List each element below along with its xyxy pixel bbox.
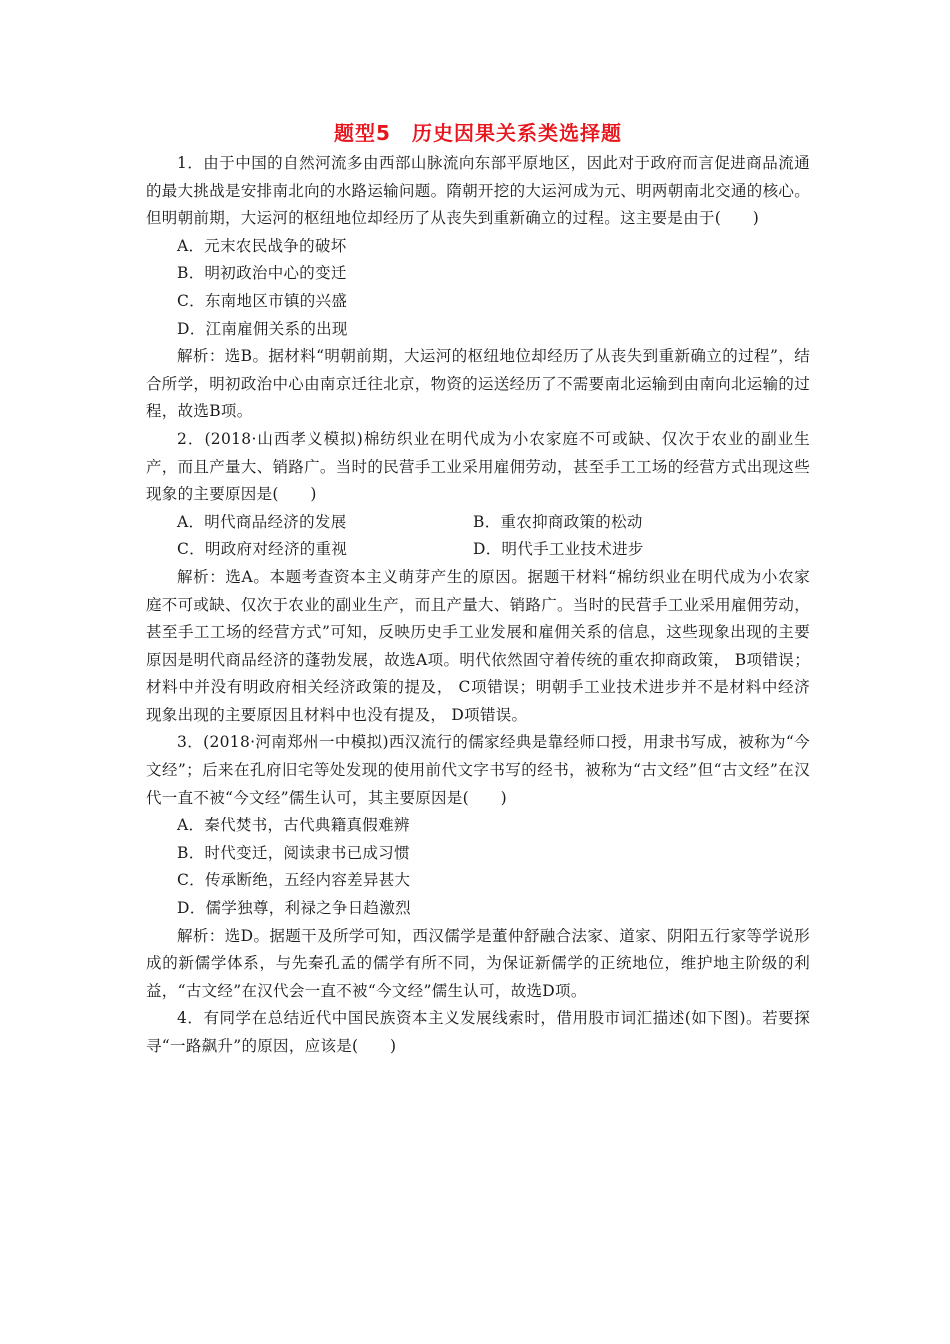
page-title: 题型5 历史因果关系类选择题 [334,121,622,145]
question-2-option-b: B．重农抑商政策的松动 [473,512,643,531]
question-1-option-b: B．明初政治中心的变迁 [177,264,347,283]
question-1-option-d: D．江南雇佣关系的出现 [177,319,348,338]
question-1-option-a: A．元末农民战争的破坏 [177,236,347,255]
question-4-stem: 4．有同学在总结近代中国民族资本主义发展线索时，借用股市词汇描述(如下图)。若要探寻“一路飙升”的原因，应该是( ) [146,1009,810,1055]
question-1-analysis: 解析：选B。据材料“明朝前期，大运河的枢纽地位却经历了从丧失到重新确立的过程”，结合所学，明初政治中心由南京迁往北京，物资的运送经历了不需要南北运输到由南向北运输的过程，故选B项。 [146,347,810,421]
document-page [146,118,810,1061]
question-2-stem: 2．(2018·山西孝义模拟)棉纺织业在明代成为小农家庭不可或缺、仅次于农业的副业生产，而且产量大、销路广。当时的民营手工业采用雇佣劳动，甚至手工工场的经营方式出现这些现象的主要原因是( ) [146,429,810,504]
question-1-option-c: C．东南地区市镇的兴盛 [177,291,348,310]
question-2-option-d: D．明代手工业技术进步 [473,540,644,559]
question-3-option-c: C．传承断绝，五经内容差异甚大 [177,871,411,890]
question-3-option-b: B．时代变迁，阅读隶书已成习惯 [177,843,410,862]
question-3-analysis: 解析：选D。据题干及所学可知，西汉儒学是董仲舒融合法家、道家、阴阳五行家等学说形成的新儒学体系，与先秦孔孟的儒学有所不同，为保证新儒学的正统地位，维护地主阶级的利益，“古文经”在汉代会一直不被“今文经”儒生认可，故选D项。 [146,926,810,1000]
question-3-stem: 3．(2018·河南郑州一中模拟)西汉流行的儒家经典是靠经师口授，用隶书写成，被称为“今文经”；后来在孔府旧宅等处发现的使用前代文字书写的经书，被称为“古文经”但“古文经”在汉代一直不被“今文经”儒生认可，其主要原因是( ) [146,733,810,807]
question-2-options-row-1 [146,509,810,537]
question-2-analysis: 解析：选A。本题考查资本主义萌芽产生的原因。据题干材料“棉纺织业在明代成为小农家庭不可或缺、仅次于农业的副业生产，而且产量大、销路广。当时的民营手工业采用雇佣劳动，甚至手工工场的经营方式”可知，反映历史手工业发展和雇佣关系的信息，这些现象出现的主要原因是明代商品经济的蓬勃发展，故选A项。明代依然固守着传统的重农抑商政策， B项错误；材料中并没有明政府相关经济政策的提及， C项错误；明朝手工业技术进步并不是材料中经济现象出现的主要原因且材料中也没有提及， D项错误。 [146,567,810,724]
question-3-option-d: D．儒学独尊，利禄之争日趋激烈 [177,899,411,918]
question-2-option-c: C．明政府对经济的重视 [177,540,348,559]
question-1-stem: 1．由于中国的自然河流多由西部山脉流向东部平原地区，因此对于政府而言促进商品流通的最大挑战是安排南北向的水路运输问题。隋朝开挖的大运河成为元、明两朝南北交通的核心。但明朝前期，大运河的枢纽地位却经历了从丧失到重新确立的过程。这主要是由于( ) [146,154,810,228]
question-3-option-a: A．秦代焚书，古代典籍真假难辨 [177,816,410,835]
question-2-options-row-2 [146,536,810,564]
question-2-option-a: A．明代商品经济的发展 [177,512,347,531]
